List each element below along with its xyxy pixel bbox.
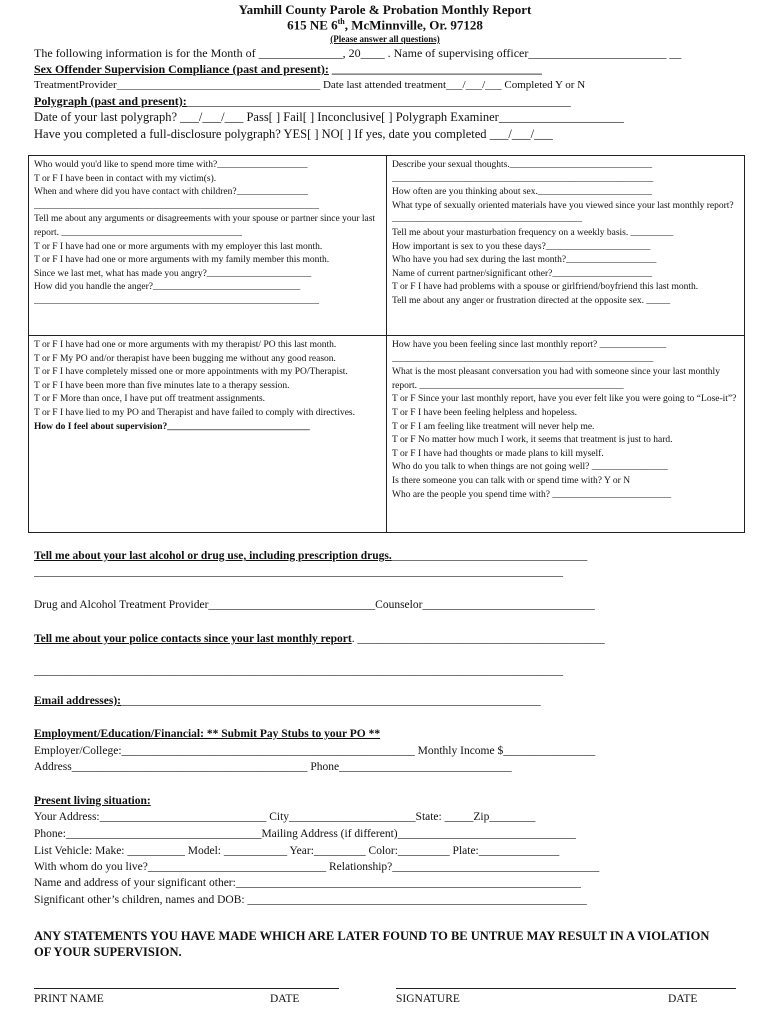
question[interactable]: T or F No matter how much I work, it seems that treatment is just to hard. (392, 435, 673, 446)
employer-address-line[interactable]: Address_________________________________________ Phone______________________________ (34, 761, 512, 773)
significant-other-line[interactable]: Name and address of your significant other:____________________________________________________________ (34, 877, 581, 889)
form-title: Yamhill County Parole & Probation Monthly Report (238, 2, 532, 17)
living-situation-heading: Present living situation: (34, 795, 151, 807)
box-top-right (387, 156, 744, 335)
drug-treatment-provider-line[interactable]: Drug and Alcohol Treatment Provider_____________________________Counselor______________________________ (34, 599, 595, 611)
question[interactable]: T or F More than once, I have put off treatment assignments. (34, 394, 266, 405)
question[interactable]: T or F I have been feeling helpless and hopeless. (392, 407, 578, 418)
question[interactable]: Who are the people you spend time with? _________________________ (392, 489, 672, 500)
signature-line[interactable] (396, 988, 736, 989)
question[interactable]: T or F Since your last monthly report, have you ever felt like you were going to “Lose-it”? (392, 394, 737, 405)
employer-line[interactable]: Employer/College:___________________________________________________ Monthly Income $________________ (34, 745, 596, 757)
question[interactable]: Tell me about your masturbation frequency on a weekly basis. _________ (392, 227, 674, 238)
phone-mailing-line[interactable]: Phone:__________________________________Mailing Address (if different)_______________________________ (34, 828, 576, 840)
questions-box (28, 155, 745, 533)
print-name-line[interactable] (34, 988, 339, 989)
question[interactable]: _______________________________________________________ (392, 173, 654, 184)
address-ordinal: th (337, 17, 345, 26)
question[interactable]: Is there someone you can talk with or spend time with? Y or N (392, 475, 631, 486)
question[interactable]: ____________________________________________________________ (34, 200, 319, 211)
address-city: , McMinnville, Or. 97128 (344, 17, 483, 33)
alcohol-drug-heading: Tell me about your last alcohol or drug use, including prescription drugs. (34, 550, 392, 562)
question[interactable]: T or F My PO and/or therapist have been bugging me without any good reason. (34, 353, 336, 364)
question[interactable]: Name of current partner/significant other?_____________________ (392, 268, 653, 279)
police-contacts-line-2[interactable]: ____________________________________________________________________________________________ (34, 665, 563, 677)
compliance-fill[interactable]: ___________________________________ (331, 62, 542, 76)
compliance-line[interactable] (34, 62, 542, 77)
question[interactable]: T or F I have lied to my PO and Therapist and have failed to comply with directives. (34, 407, 355, 418)
box-bottom-left (29, 336, 386, 532)
significant-other-children-line[interactable]: Significant other’s children, names and DOB: ___________________________________________________________ (34, 894, 587, 906)
question[interactable]: T or F I have had one or more arguments with my employer this last month. (34, 241, 323, 252)
instruction-note: (Please answer all questions) (330, 34, 440, 44)
polygraph-heading: Polygraph (past and present): (34, 94, 187, 108)
question[interactable]: T or F I am feeling like treatment will never help me. (392, 421, 595, 432)
question[interactable]: When and where did you have contact with children?_______________ (34, 187, 308, 198)
your-address-line[interactable]: Your Address:_____________________________ City______________________State: _____Zip________ (34, 811, 536, 823)
question[interactable]: How did you handle the anger?_______________________________ (34, 282, 301, 293)
question[interactable]: _______________________________________________________ (392, 353, 654, 364)
question[interactable]: Since we last met, what has made you angry?______________________ (34, 268, 312, 279)
alcohol-drug-line[interactable] (34, 550, 587, 562)
print-name-label: PRINT NAME (34, 993, 104, 1005)
last-polygraph-line[interactable]: Date of your last polygraph? ___/___/___ Pass[ ] Fail[ ] Inconclusive[ ] Polygraph Examiner____________________ (34, 110, 624, 124)
employment-heading: Employment/Education/Financial: ** Submit Pay Stubs to your PO ** (34, 728, 381, 740)
alcohol-drug-line-2[interactable]: ____________________________________________________________________________________________ (34, 566, 563, 578)
police-contacts-heading: Tell me about your police contacts since your last monthly report (34, 633, 352, 645)
question[interactable]: How often are you thinking about sex.________________________ (392, 187, 652, 198)
question[interactable]: T or F I have had problems with a spouse or girlfriend/boyfriend this last month. (392, 282, 699, 293)
disclosure-polygraph-line[interactable]: Have you completed a full-disclosure polygraph? YES[ ] NO[ ] If yes, date you completed ___/___/___ (34, 127, 553, 141)
question[interactable]: T or F I have completely missed one or more appointments with my PO/Therapist. (34, 367, 348, 378)
with-whom-line[interactable]: With whom do you live?_______________________________ Relationship?____________________________________ (34, 861, 600, 873)
question[interactable]: What is the most pleasant conversation you had with someone since your last monthly report. ___________________________________________ (392, 367, 720, 391)
treatment-provider-line[interactable]: TreatmentProvider_____________________________________ Date last attended treatment___/___/___ Completed Y or N (34, 79, 586, 91)
email-line[interactable] (34, 695, 541, 707)
question[interactable]: Who would you'd like to spend more time with?___________________ (34, 160, 308, 170)
police-contacts-fill[interactable]: . ___________________________________________ (351, 633, 605, 645)
police-contacts-line[interactable] (34, 633, 605, 645)
box-bottom-right (387, 336, 744, 532)
address-street: 615 NE 6 (287, 17, 338, 33)
question[interactable]: What type of sexually oriented materials have you viewed since your last monthly report?________________________________________ (392, 200, 734, 225)
question[interactable]: Tell me about any arguments or disagreements with your spouse or partner since your last report. ______________________________________ (34, 214, 376, 238)
question[interactable]: T or F I have had one or more arguments with my therapist/ PO this last month. (34, 340, 337, 350)
question[interactable]: Describe your sexual thoughts.______________________________ (392, 160, 653, 170)
compliance-heading: Sex Offender Supervision Compliance (past and present): (34, 62, 329, 76)
question[interactable]: Tell me about any anger or frustration directed at the opposite sex. _____ (392, 295, 671, 306)
email-fill[interactable]: _________________________________________________________________________ (121, 695, 541, 707)
alcohol-drug-fill[interactable]: __________________________________ (391, 550, 588, 562)
date-label-2: DATE (668, 993, 698, 1005)
vehicle-line[interactable]: List Vehicle: Make: __________ Model: ___________ Year:_________ Color:_________ Plate:______________ (34, 845, 560, 857)
box-top-left (29, 156, 386, 335)
question[interactable]: T or F I have been in contact with my victim(s). (34, 173, 217, 184)
date-label-1: DATE (270, 993, 300, 1005)
polygraph-fill[interactable]: ________________________________________________________________ (186, 94, 571, 108)
question[interactable]: How have you been feeling since last monthly report? ______________ (392, 340, 667, 350)
question[interactable]: How important is sex to you these days?______________________ (392, 241, 651, 252)
form-address (0, 17, 770, 33)
question[interactable]: T or F I have had thoughts or made plans to kill myself. (392, 448, 604, 459)
question[interactable]: Who have you had sex during the last month?___________________ (392, 255, 657, 266)
polygraph-line[interactable] (34, 94, 571, 109)
question[interactable]: T or F I have been more than five minutes late to a therapy session. (34, 380, 290, 391)
month-officer-line[interactable]: The following information is for the Month of ______________, 20____ . Name of supervising officer_______________________ __ (34, 46, 682, 60)
question[interactable]: Who do you talk to when things are not going well? ________________ (392, 462, 668, 473)
signature-label: SIGNATURE (396, 993, 460, 1005)
warning-statement: ANY STATEMENTS YOU HAVE MADE WHICH ARE LATER FOUND TO BE UNTRUE MAY RESULT IN A VIOLATION OF YOUR SUPERVISION. (34, 929, 710, 959)
supervision-feeling-question[interactable]: How do I feel about supervision?______________________________ (34, 421, 310, 432)
email-heading: Email addresses): (34, 695, 121, 707)
question[interactable]: T or F I have had one or more arguments with my family member this month. (34, 255, 330, 266)
question[interactable]: ____________________________________________________________ (34, 295, 319, 306)
